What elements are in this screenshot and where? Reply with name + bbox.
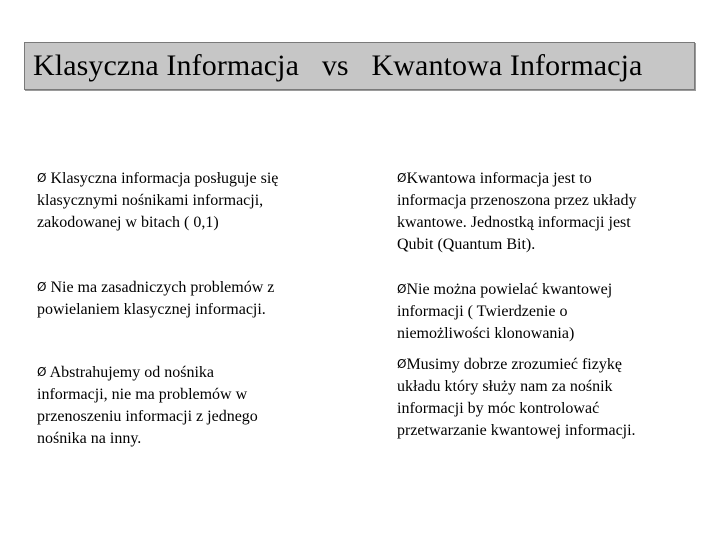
- bullet-line: zakodowanej w bitach ( 0,1): [37, 214, 219, 231]
- quantum-bullet-2: [397, 278, 687, 345]
- bullet-line: nośnika na inny.: [37, 430, 142, 447]
- bullet-line: informacji ( Twierdzenie o: [397, 303, 568, 320]
- bullet-line: przenoszeniu informacji z jednego: [37, 408, 258, 425]
- bullet-line: informacji by móc kontrolować: [397, 400, 600, 417]
- bullet-line: układu który służy nam za nośnik: [397, 378, 613, 395]
- bullet-line: Nie ma zasadniczych problemów z: [50, 279, 275, 296]
- bullet-line: niemożliwości klonowania): [397, 325, 575, 342]
- bullet-line: powielaniem klasycznej informacji.: [37, 301, 266, 318]
- bullet-line: Qubit (Quantum Bit).: [397, 236, 536, 253]
- classical-bullet-2: [37, 276, 337, 321]
- bullet-line: Musimy dobrze zrozumieć fizykę: [406, 356, 622, 373]
- slide-title: Klasyczna Informacja vs Kwantowa Informacja: [33, 49, 643, 82]
- bullet-line: Kwantowa informacja jest to: [406, 170, 592, 187]
- bullet-line: klasycznymi nośnikami informacji,: [37, 192, 264, 209]
- bullet-line: Nie można powielać kwantowej: [406, 281, 613, 298]
- title-banner: [24, 42, 695, 90]
- bullet-line: przetwarzanie kwantowej informacji.: [397, 422, 636, 439]
- bullet-line: kwantowe. Jednostką informacji jest: [397, 214, 631, 231]
- classical-bullet-1: [37, 167, 337, 234]
- bullet-line: Abstrahujemy od nośnika: [49, 364, 214, 381]
- quantum-bullet-3: [397, 353, 687, 442]
- bullet-line: informacja przenoszona przez układy: [397, 192, 637, 209]
- bullet-line: informacji, nie ma problemów w: [37, 386, 248, 403]
- arrow-bullet-icon: Ø: [397, 171, 407, 185]
- arrow-bullet-icon: Ø: [37, 171, 47, 185]
- arrow-bullet-icon: Ø: [37, 280, 47, 294]
- arrow-bullet-icon: Ø: [397, 282, 407, 296]
- bullet-line: Klasyczna informacja posługuje się: [50, 170, 279, 187]
- classical-bullet-3: [37, 361, 337, 450]
- arrow-bullet-icon: Ø: [397, 357, 407, 371]
- quantum-bullet-1: [397, 167, 687, 256]
- arrow-bullet-icon: Ø: [37, 365, 47, 379]
